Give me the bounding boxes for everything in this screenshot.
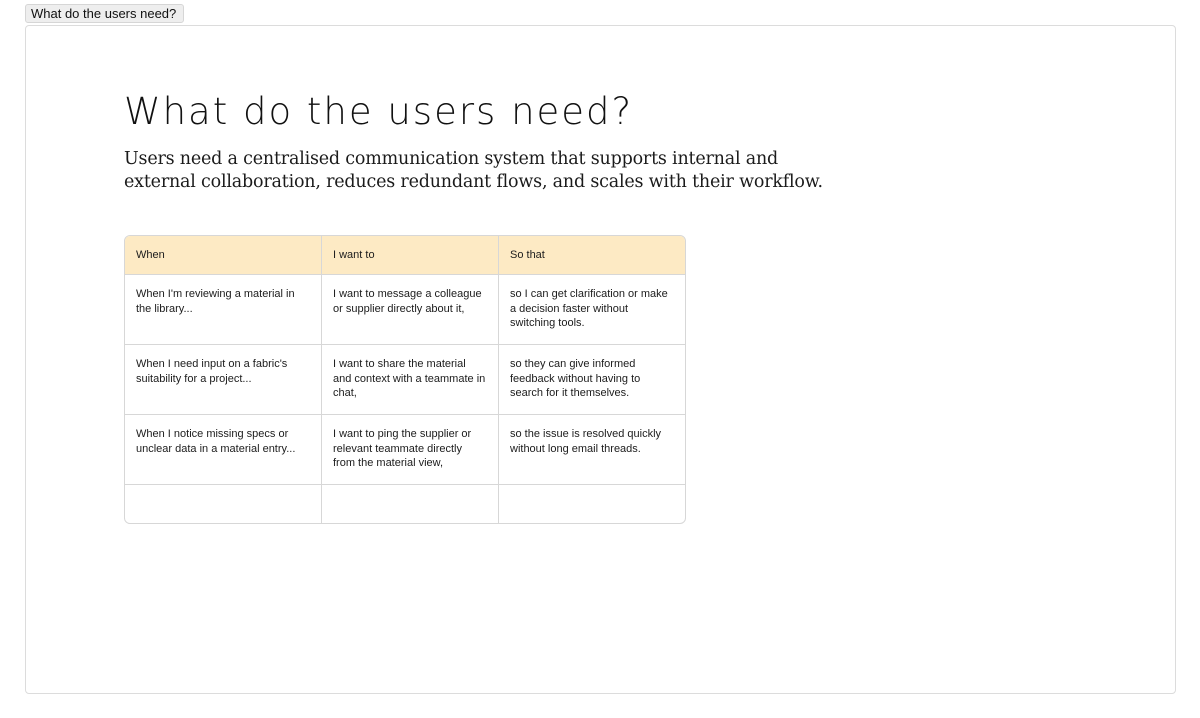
table-row [125, 274, 685, 344]
header-so-that: So that [498, 236, 685, 274]
table-cell[interactable] [125, 485, 321, 523]
table-cell[interactable]: I want to ping the supplier or relevant teammate directly from the material view, [321, 415, 498, 484]
table-row-empty [125, 484, 685, 523]
table-cell[interactable]: When I'm reviewing a material in the library... [136, 288, 295, 315]
canvas-frame [25, 25, 1176, 694]
table-cell[interactable] [321, 485, 498, 523]
table-cell[interactable]: so I can get clarification or make a decision faster without switching tools. [498, 275, 685, 344]
page-title: What do the users need? [124, 90, 634, 133]
header-i-want-to: I want to [321, 236, 498, 274]
table-row [125, 344, 685, 414]
page-description: Users need a centralised communication system that supports internal and external collaboration, reduces redundant flows, and scales with their workflow. [124, 149, 823, 192]
table-row [125, 414, 685, 484]
table-cell[interactable]: When I need input on a fabric's suitability for a project... [136, 358, 288, 385]
table-cell[interactable]: I want to share the material and context with a teammate in chat, [321, 345, 498, 414]
frame-tab[interactable]: What do the users need? [25, 4, 184, 23]
table-cell[interactable] [498, 485, 685, 523]
table-cell[interactable]: so the issue is resolved quickly without long email threads. [498, 415, 685, 484]
table-header-row [125, 236, 685, 274]
header-when: When [136, 249, 165, 261]
user-needs-table [124, 235, 686, 524]
table-cell[interactable]: so they can give informed feedback without having to search for it themselves. [498, 345, 685, 414]
table-cell[interactable]: I want to message a colleague or supplier directly about it, [321, 275, 498, 344]
table-cell[interactable]: When I notice missing specs or unclear data in a material entry... [136, 428, 296, 455]
